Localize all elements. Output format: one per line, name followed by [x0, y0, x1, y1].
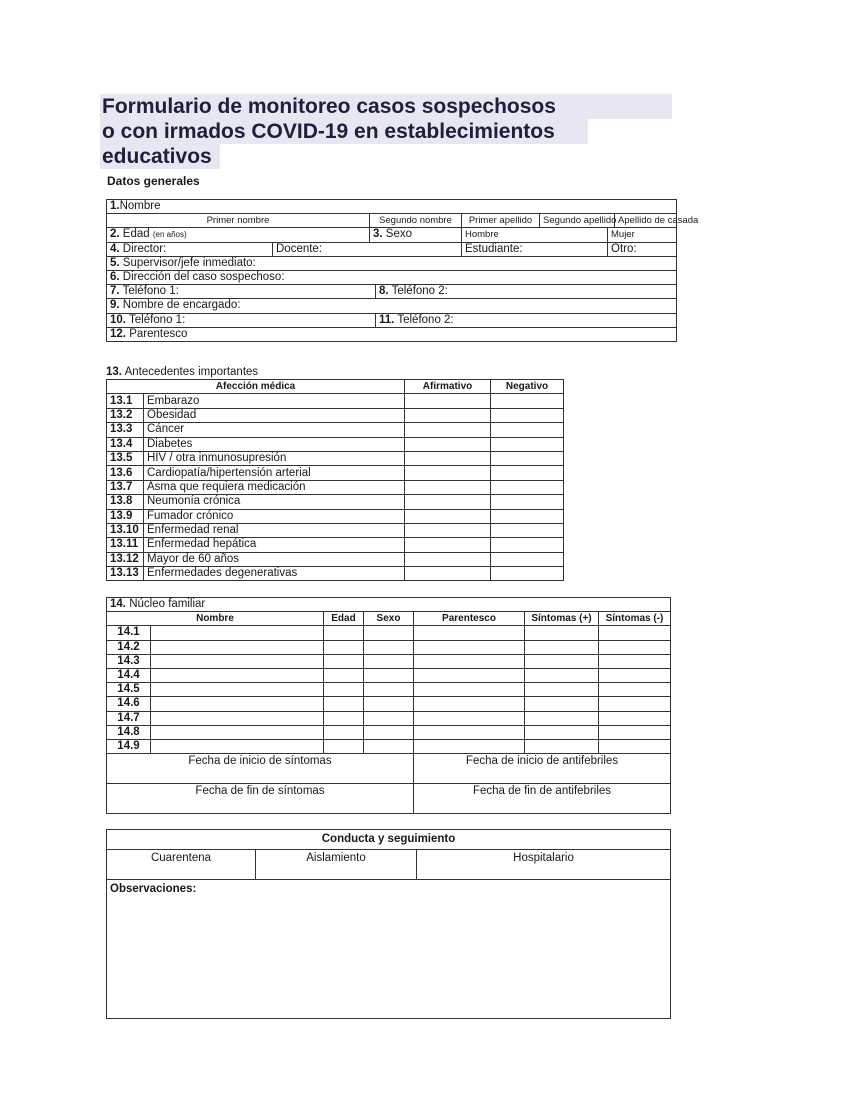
primer-nombre-field[interactable]: Primer nombre [107, 214, 370, 228]
familiar-row [107, 725, 671, 739]
antecedentes-caption: 13. Antecedentes importantes [106, 366, 259, 378]
familiar-sintomas-negativo-cell[interactable] [599, 654, 671, 668]
familiar-num: 14.5 [107, 683, 151, 697]
mujer-option[interactable]: Mujer [608, 228, 677, 242]
antecedente-label: Diabetes [144, 437, 405, 451]
familiar-nombre-cell[interactable] [151, 683, 324, 697]
antecedente-label: Enfermedades degenerativas [144, 567, 405, 581]
antecedente-num: 13.2 [107, 408, 144, 422]
fecha-inicio-sintomas-field[interactable]: Fecha de inicio de síntomas [107, 754, 414, 784]
familiar-sintomas-negativo-cell[interactable] [599, 711, 671, 725]
familiar-nombre-cell[interactable] [151, 711, 324, 725]
familiar-parentesco-cell[interactable] [414, 739, 525, 753]
familiar-sexo-cell[interactable] [364, 697, 414, 711]
antecedente-label: Enfermedad renal [144, 523, 405, 537]
fecha-fin-sintomas-field[interactable]: Fecha de fin de síntomas [107, 784, 414, 814]
supervisor-field[interactable]: 5. Supervisor/jefe inmediato: [107, 256, 677, 270]
afirmativo-cell[interactable] [405, 495, 491, 509]
negativo-cell[interactable] [491, 552, 564, 566]
antecedente-num: 13.4 [107, 437, 144, 451]
familiar-sexo-cell[interactable] [364, 626, 414, 640]
familiar-sexo-cell[interactable] [364, 654, 414, 668]
familiar-row [107, 668, 671, 682]
familiar-edad-cell[interactable] [324, 668, 364, 682]
negativo-cell[interactable] [491, 495, 564, 509]
encargado-telefono-1-field[interactable]: 10. Teléfono 1: [107, 313, 376, 327]
familiar-sexo-cell[interactable] [364, 640, 414, 654]
primer-apellido-field[interactable]: Primer apellido [462, 214, 540, 228]
afirmativo-cell[interactable] [405, 523, 491, 537]
familiar-num: 14.1 [107, 626, 151, 640]
director-field[interactable]: 4. Director: [107, 242, 273, 256]
afirmativo-cell[interactable] [405, 451, 491, 465]
col-sintomas-negativo: Síntomas (-) [599, 612, 671, 626]
familiar-sintomas-positivo-cell[interactable] [525, 640, 599, 654]
direccion-field[interactable]: 6. Dirección del caso sospechoso: [107, 270, 677, 284]
familiar-parentesco-cell[interactable] [414, 668, 525, 682]
col-nombre: Nombre [107, 612, 324, 626]
familiar-edad-cell[interactable] [324, 626, 364, 640]
title-line-1: Formulario de monitoreo casos sospechosos [100, 94, 672, 119]
parentesco-field[interactable]: 12. Parentesco [107, 327, 677, 341]
familiar-sexo-cell[interactable] [364, 683, 414, 697]
familiar-num: 14.9 [107, 739, 151, 753]
negativo-cell[interactable] [491, 451, 564, 465]
familiar-edad-cell[interactable] [324, 697, 364, 711]
conducta-seguimiento-table [106, 829, 671, 1019]
antecedente-num: 13.5 [107, 451, 144, 465]
antecedente-label: Enfermedad hepática [144, 538, 405, 552]
afirmativo-cell[interactable] [405, 408, 491, 422]
familiar-edad-cell[interactable] [324, 640, 364, 654]
negativo-cell[interactable] [491, 480, 564, 494]
familiar-parentesco-cell[interactable] [414, 626, 525, 640]
afirmativo-cell[interactable] [405, 423, 491, 437]
familiar-sintomas-positivo-cell[interactable] [525, 683, 599, 697]
segundo-nombre-field[interactable]: Segundo nombre [370, 214, 462, 228]
antecedente-label: Fumador crónico [144, 509, 405, 523]
apellido-casada-field[interactable]: Apellido de casada [615, 214, 677, 228]
antecedente-num: 13.12 [107, 552, 144, 566]
negativo-cell[interactable] [491, 408, 564, 422]
familiar-parentesco-cell[interactable] [414, 711, 525, 725]
telefono-1-field[interactable]: 7. Teléfono 1: [107, 285, 376, 299]
fecha-inicio-antifebriles-field[interactable]: Fecha de inicio de antifebriles [414, 754, 671, 784]
conducta-heading: Conducta y seguimiento [107, 830, 671, 850]
familiar-sexo-cell[interactable] [364, 668, 414, 682]
otro-field[interactable]: Otro: [608, 242, 677, 256]
segundo-apellido-field[interactable]: Segundo apellido [540, 214, 615, 228]
familiar-nombre-cell[interactable] [151, 668, 324, 682]
docente-field[interactable]: Docente: [273, 242, 462, 256]
familiar-row [107, 626, 671, 640]
antecedente-label: Mayor de 60 años [144, 552, 405, 566]
afirmativo-cell[interactable] [405, 567, 491, 581]
antecedente-row [107, 466, 564, 480]
antecedente-row [107, 538, 564, 552]
antecedente-label: Cáncer [144, 423, 405, 437]
familiar-row [107, 683, 671, 697]
familiar-sintomas-negativo-cell[interactable] [599, 739, 671, 753]
familiar-parentesco-cell[interactable] [414, 697, 525, 711]
fecha-fin-antifebriles-field[interactable]: Fecha de fin de antifebriles [414, 784, 671, 814]
nucleo-familiar-table [106, 597, 671, 814]
aislamiento-option[interactable]: Aislamiento [256, 850, 417, 880]
antecedente-num: 13.13 [107, 567, 144, 581]
familiar-nombre-cell[interactable] [151, 626, 324, 640]
afirmativo-cell[interactable] [405, 538, 491, 552]
negativo-cell[interactable] [491, 423, 564, 437]
antecedente-label: Obesidad [144, 408, 405, 422]
afirmativo-cell[interactable] [405, 394, 491, 408]
section-heading-datos-generales: Datos generales [107, 174, 200, 188]
familiar-sintomas-negativo-cell[interactable] [599, 697, 671, 711]
familiar-sexo-cell[interactable] [364, 739, 414, 753]
antecedente-row [107, 552, 564, 566]
antecedente-num: 13.11 [107, 538, 144, 552]
afirmativo-cell[interactable] [405, 552, 491, 566]
antecedente-label: Cardiopatía/hipertensión arterial [144, 466, 405, 480]
familiar-sintomas-positivo-cell[interactable] [525, 697, 599, 711]
estudiante-field[interactable]: Estudiante: [462, 242, 608, 256]
familiar-num: 14.3 [107, 654, 151, 668]
cuarentena-option[interactable]: Cuarentena [107, 850, 256, 880]
afirmativo-cell[interactable] [405, 437, 491, 451]
col-sexo: Sexo [364, 612, 414, 626]
familiar-sintomas-negativo-cell[interactable] [599, 683, 671, 697]
telefono-2-field[interactable]: 8. Teléfono 2: [376, 285, 677, 299]
sexo-field: 3. Sexo [370, 228, 462, 242]
antecedente-label: HIV / otra inmunosupresión [144, 451, 405, 465]
familiar-num: 14.2 [107, 640, 151, 654]
afirmativo-cell[interactable] [405, 466, 491, 480]
afirmativo-cell[interactable] [405, 509, 491, 523]
antecedente-row [107, 423, 564, 437]
negativo-cell[interactable] [491, 509, 564, 523]
antecedente-label: Neumonía crónica [144, 495, 405, 509]
col-afeccion-medica: Afección médica [107, 380, 405, 394]
afirmativo-cell[interactable] [405, 480, 491, 494]
negativo-cell[interactable] [491, 567, 564, 581]
familiar-edad-cell[interactable] [324, 654, 364, 668]
col-afirmativo: Afirmativo [405, 380, 491, 394]
familiar-nombre-cell[interactable] [151, 640, 324, 654]
familiar-sintomas-negativo-cell[interactable] [599, 640, 671, 654]
familiar-edad-cell[interactable] [324, 739, 364, 753]
familiar-nombre-cell[interactable] [151, 654, 324, 668]
familiar-num: 14.4 [107, 668, 151, 682]
antecedente-row [107, 437, 564, 451]
familiar-nombre-cell[interactable] [151, 739, 324, 753]
antecedente-num: 13.8 [107, 495, 144, 509]
familiar-parentesco-cell[interactable] [414, 725, 525, 739]
title-line-2: o con irmados COVID-19 en establecimientos [100, 119, 588, 144]
antecedentes-table [106, 379, 564, 581]
form-title [100, 94, 672, 169]
antecedente-row [107, 394, 564, 408]
familiar-parentesco-cell[interactable] [414, 654, 525, 668]
antecedente-num: 13.6 [107, 466, 144, 480]
familiar-sintomas-negativo-cell[interactable] [599, 668, 671, 682]
familiar-sintomas-positivo-cell[interactable] [525, 739, 599, 753]
familiar-num: 14.8 [107, 725, 151, 739]
negativo-cell[interactable] [491, 523, 564, 537]
col-edad: Edad [324, 612, 364, 626]
encargado-telefono-2-field[interactable]: 11. Teléfono 2: [376, 313, 677, 327]
familiar-edad-cell[interactable] [324, 725, 364, 739]
antecedente-num: 13.10 [107, 523, 144, 537]
negativo-cell[interactable] [491, 394, 564, 408]
negativo-cell[interactable] [491, 538, 564, 552]
familiar-row [107, 739, 671, 753]
antecedente-row [107, 523, 564, 537]
familiar-sintomas-negativo-cell[interactable] [599, 725, 671, 739]
antecedente-row [107, 451, 564, 465]
nombre-encargado-field[interactable]: 9. Nombre de encargado: [107, 299, 677, 313]
familiar-sintomas-positivo-cell[interactable] [525, 654, 599, 668]
negativo-cell[interactable] [491, 437, 564, 451]
edad-field[interactable]: 2. Edad (en años) [107, 228, 370, 242]
col-sintomas-positivo: Síntomas (+) [525, 612, 599, 626]
familiar-sintomas-positivo-cell[interactable] [525, 725, 599, 739]
antecedente-num: 13.1 [107, 394, 144, 408]
familiar-nombre-cell[interactable] [151, 725, 324, 739]
hombre-option[interactable]: Hombre [462, 228, 608, 242]
familiar-num: 14.6 [107, 697, 151, 711]
col-negativo: Negativo [491, 380, 564, 394]
antecedente-row [107, 480, 564, 494]
familiar-parentesco-cell[interactable] [414, 640, 525, 654]
antecedente-row [107, 495, 564, 509]
antecedente-label: Asma que requiera medicación [144, 480, 405, 494]
nucleo-caption: 14. Núcleo familiar [107, 598, 671, 612]
hospitalario-option[interactable]: Hospitalario [417, 850, 671, 880]
antecedente-row [107, 567, 564, 581]
datos-generales-table [106, 199, 699, 342]
antecedente-num: 13.3 [107, 423, 144, 437]
familiar-sintomas-positivo-cell[interactable] [525, 711, 599, 725]
familiar-parentesco-cell[interactable] [414, 683, 525, 697]
antecedente-label: Embarazo [144, 394, 405, 408]
familiar-sexo-cell[interactable] [364, 725, 414, 739]
familiar-row [107, 654, 671, 668]
familiar-sintomas-positivo-cell[interactable] [525, 626, 599, 640]
nombre-field[interactable]: 1.Nombre [107, 200, 677, 214]
familiar-row [107, 697, 671, 711]
familiar-num: 14.7 [107, 711, 151, 725]
familiar-edad-cell[interactable] [324, 711, 364, 725]
negativo-cell[interactable] [491, 466, 564, 480]
familiar-row [107, 640, 671, 654]
antecedente-num: 13.9 [107, 509, 144, 523]
observaciones-field[interactable]: Observaciones: [107, 880, 671, 1019]
antecedente-row [107, 408, 564, 422]
antecedente-row [107, 509, 564, 523]
familiar-sintomas-positivo-cell[interactable] [525, 668, 599, 682]
familiar-sintomas-negativo-cell[interactable] [599, 626, 671, 640]
col-parentesco: Parentesco [414, 612, 525, 626]
title-line-3: educativos [100, 144, 220, 169]
familiar-edad-cell[interactable] [324, 683, 364, 697]
familiar-row [107, 711, 671, 725]
familiar-sexo-cell[interactable] [364, 711, 414, 725]
familiar-nombre-cell[interactable] [151, 697, 324, 711]
antecedente-num: 13.7 [107, 480, 144, 494]
